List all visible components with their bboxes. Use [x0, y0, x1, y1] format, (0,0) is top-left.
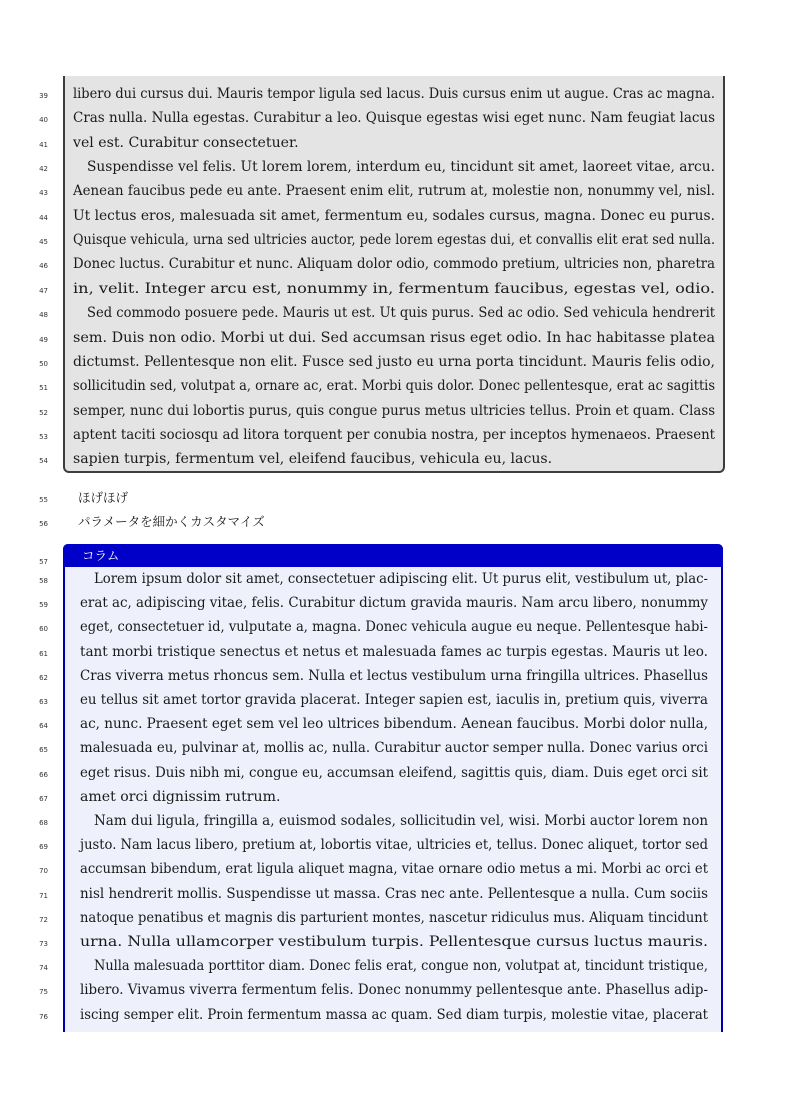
line-text: パラメータを細かくカスタマイズ — [78, 514, 265, 529]
text-line — [0, 688, 788, 712]
line-text: Aenean faucibus pede eu ante. Praesent enim elit, rutrum at, molestie non, nonummy vel, nisl. — [73, 183, 716, 200]
line-text: Nam dui ligula, fringilla a, euismod sodales, sollicitudin vel, wisi. Morbi auctor lorem non — [94, 813, 709, 829]
text-line — [0, 1003, 788, 1027]
line-number: 68 — [39, 819, 48, 827]
text-line — [0, 510, 788, 534]
text-line — [0, 954, 788, 978]
line-number: 45 — [39, 238, 48, 247]
line-text: eu tellus sit amet tortor gravida placerat. Integer sapien est, iaculis in, pretium quis, viverra — [80, 692, 708, 708]
line-text: ほげほげ — [78, 490, 129, 505]
line-text: urna. Nulla ullamcorper vestibulum turpis. Pellentesque cursus luctus mauris. — [80, 934, 708, 950]
text-line — [0, 615, 788, 639]
line-number: 49 — [39, 335, 48, 344]
line-number: 39 — [39, 92, 48, 100]
text-line — [0, 882, 788, 906]
text-line — [0, 399, 788, 423]
line-number: 65 — [39, 746, 48, 755]
text-line — [0, 447, 788, 471]
text-line — [0, 761, 788, 785]
line-text: Donec luctus. Curabitur et nunc. Aliquam dolor odio, commodo pretium, ultricies non, pharetra — [73, 256, 716, 273]
line-number: 71 — [39, 891, 48, 900]
line-text: eget risus. Duis nibh mi, congue eu, accumsan eleifend, sagittis quis, diam. Duis eget orci sit — [80, 764, 708, 781]
line-number: 61 — [39, 649, 48, 658]
line-text: eget, consectetuer id, vulputate a, magna. Donec vehicula augue eu neque. Pellentesque habi- — [80, 619, 708, 636]
line-number: 62 — [39, 673, 48, 682]
line-text: dictumst. Pellentesque non elit. Fusce sed justo eu urna porta tincidunt. Mauris felis odio, — [73, 353, 716, 370]
text-line — [0, 809, 788, 833]
line-text: ac, nunc. Praesent eget sem vel leo ultrices bibendum. Aenean faucibus. Morbi dolor nulla, — [80, 716, 709, 733]
text-line — [0, 640, 788, 664]
line-text: vel est. Curabitur consectetuer. — [73, 134, 299, 151]
text-line — [0, 326, 788, 350]
line-text: amet orci dignissim rutrum. — [80, 788, 281, 805]
text-line — [0, 82, 788, 106]
text-line — [0, 423, 788, 447]
line-number: 41 — [39, 140, 48, 149]
line-number: 40 — [39, 116, 48, 125]
text-line — [0, 664, 788, 688]
text-line — [0, 374, 788, 398]
line-text: iscing semper elit. Proin fermentum massa ac quam. Sed diam turpis, molestie vitae, placerat — [80, 1006, 708, 1023]
text-line — [0, 228, 788, 252]
line-text: natoque penatibus et magnis dis parturient montes, nascetur ridiculus mus. Aliquam tincidunt — [80, 909, 708, 926]
line-number: 48 — [39, 311, 48, 320]
text-line — [0, 712, 788, 736]
line-text: accumsan bibendum, erat ligula aliquet magna, vitae ornare odio metus a mi. Morbi ac orci et — [80, 861, 708, 878]
text-line — [0, 179, 788, 203]
line-text: Nulla malesuada porttitor diam. Donec felis erat, congue non, volutpat at, tincidunt tristique, — [94, 958, 708, 975]
line-number: 67 — [39, 794, 48, 803]
line-number: 52 — [39, 408, 48, 417]
column-title: コラム — [82, 548, 120, 563]
line-number: 46 — [39, 262, 48, 271]
line-text: Cras nulla. Nulla egestas. Curabitur a leo. Quisque egestas wisi eget nunc. Nam feugiat lacus — [73, 110, 716, 127]
text-line — [0, 277, 788, 301]
line-number: 70 — [39, 867, 48, 876]
text-line — [0, 857, 788, 881]
text-line — [0, 906, 788, 930]
line-number: 72 — [39, 915, 48, 924]
line-text: sollicitudin sed, volutpat a, ornare ac, erat. Morbi quis dolor. Donec pellentesque, erat ac sagittis — [73, 378, 716, 395]
line-number: 44 — [39, 213, 48, 222]
text-line — [0, 106, 788, 130]
line-number: 51 — [39, 384, 48, 393]
line-text: semper, nunc dui lobortis purus, quis congue purus metus ultricies tellus. Proin et quam. Class — [73, 402, 716, 419]
text-line — [0, 155, 788, 179]
text-line — [0, 252, 788, 276]
text-line — [0, 591, 788, 615]
line-number: 43 — [39, 189, 48, 198]
line-number: 75 — [39, 988, 48, 997]
line-number: 50 — [39, 359, 48, 368]
line-text: nisl hendrerit mollis. Suspendisse ut massa. Cras nec ante. Pellentesque a nulla. Cum sociis — [80, 885, 709, 902]
line-number: 66 — [39, 770, 48, 779]
line-number: 69 — [39, 843, 48, 852]
text-line — [0, 486, 788, 510]
line-number: 57 — [39, 558, 48, 566]
line-number: 59 — [39, 601, 48, 610]
text-line — [0, 131, 788, 155]
line-text: malesuada eu, pulvinar at, mollis ac, nulla. Curabitur auctor semper nulla. Donec varius orci — [80, 740, 709, 757]
text-line — [0, 204, 788, 228]
text-line — [0, 350, 788, 374]
text-line — [0, 833, 788, 857]
text-line — [0, 930, 788, 954]
line-number: 55 — [39, 496, 48, 504]
line-text: libero. Vivamus viverra fermentum felis. Donec nonummy pellentesque ante. Phasellus adip- — [80, 982, 709, 999]
line-number: 54 — [39, 457, 48, 466]
line-number: 60 — [39, 625, 48, 634]
line-text: tant morbi tristique senectus et netus et malesuada fames ac turpis egestas. Mauris ut leo. — [80, 643, 708, 660]
line-number: 73 — [39, 940, 48, 948]
line-text: Sed commodo posuere pede. Mauris ut est. Ut quis purus. Sed ac odio. Sed vehicula hendrerit — [87, 305, 716, 322]
line-number: 42 — [39, 165, 48, 174]
line-text: Cras viverra metus rhoncus sem. Nulla et lectus vestibulum urna fringilla ultrices. Phasellus — [80, 667, 708, 684]
line-text: aptent taciti sociosqu ad litora torquent per conubia nostra, per inceptos hymenaeos. Praesent — [73, 426, 716, 443]
line-text: sapien turpis, fermentum vel, eleifend faucibus, vehicula eu, lacus. — [73, 451, 553, 468]
line-number: 63 — [39, 698, 48, 706]
line-number: 53 — [39, 432, 48, 441]
line-number: 64 — [39, 722, 48, 731]
line-number: 56 — [39, 520, 48, 528]
line-text: Lorem ipsum dolor sit amet, consectetuer adipiscing elit. Ut purus elit, vestibulum ut, plac- — [94, 571, 709, 587]
line-text: in, velit. Integer arcu est, nonummy in, fermentum faucibus, egestas vel, odio. — [73, 280, 715, 297]
line-text: erat ac, adipiscing vitae, felis. Curabitur dictum gravida mauris. Nam arcu libero, nonummy — [80, 595, 708, 612]
text-line — [0, 736, 788, 760]
line-number: 47 — [39, 286, 48, 295]
line-text: Ut lectus eros, malesuada sit amet, fermentum eu, sodales cursus, magna. Donec eu purus. — [73, 207, 716, 224]
line-number: 58 — [39, 577, 48, 585]
line-text: sem. Duis non odio. Morbi ut dui. Sed accumsan risus eget odio. In hac habitasse platea — [73, 329, 716, 346]
line-number: 74 — [39, 964, 48, 973]
line-number: 76 — [39, 1012, 48, 1021]
line-text: Suspendisse vel felis. Ut lorem lorem, interdum eu, tincidunt sit amet, laoreet vitae, arcu. — [87, 159, 715, 176]
line-text: Quisque vehicula, urna sed ultricies auctor, pede lorem egestas dui, et convallis elit erat sed nulla. — [73, 232, 716, 249]
text-line — [0, 301, 788, 325]
line-text: libero dui cursus dui. Mauris tempor ligula sed lacus. Duis cursus enim ut augue. Cras ac magna. — [73, 86, 716, 102]
line-text: justo. Nam lacus libero, pretium at, lobortis vitae, ultricies et, tellus. Donec aliquet, tortor sed — [80, 837, 709, 854]
text-line — [0, 567, 788, 591]
text-line — [0, 978, 788, 1002]
text-line — [0, 785, 788, 809]
